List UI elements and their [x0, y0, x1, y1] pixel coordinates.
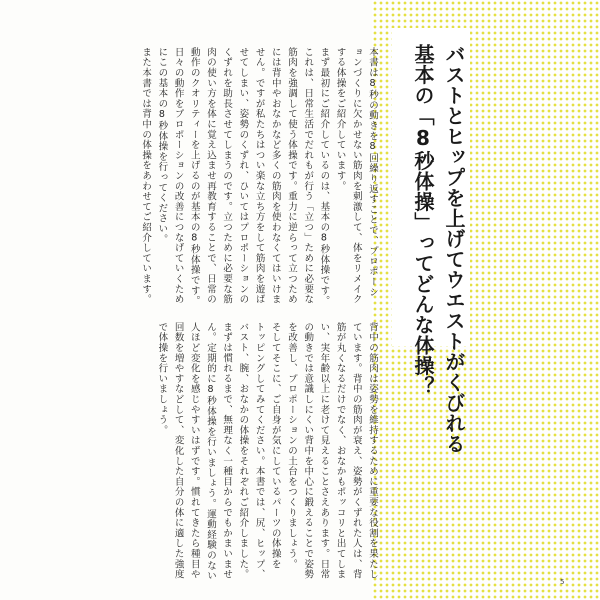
text-line: 人ほど変化を感じやすいはずです。慣れてきたら種目や	[188, 322, 200, 580]
text-line: で体操を行いましょう。	[156, 322, 168, 436]
text-line: 肉の使い方を体に覚え込ませ再教育することで、日常の	[204, 47, 216, 305]
text-line: せん。ですが私たちはつい楽な立ち方をして筋肉を遊ば	[253, 47, 265, 305]
text-line: には背中やおなかなど多くの筋肉を使わなくてはいけま	[269, 47, 281, 305]
text-line: の動きでは意識しにくい背中を中心に鍛えることで姿勢	[302, 322, 314, 580]
text-line: する体操をご紹介しています。	[334, 47, 346, 192]
page-number: 5	[560, 578, 565, 586]
text-line: まずは慣れるまで、無理なく一種目からでもかまいませ	[221, 322, 233, 580]
text-line: ています。背中の筋肉が衰え、姿勢がくずれた人は、背	[350, 322, 362, 580]
text-line: ョンづくりに欠かせない筋肉を刺激して、体をリメイク	[350, 47, 362, 305]
text-line: 筋が丸くなるだけでなく、おなかもポッコリと出てしま	[334, 322, 346, 580]
title-line-1: バストとヒップを上げてウエストがくびれる	[442, 44, 466, 454]
text-line: まず最初にご紹介しているのは、基本の8秒体操です。	[318, 47, 330, 306]
text-line: 筋肉を強調して使う体操です。重力に逆らって立つため	[285, 47, 297, 305]
text-line: トッピングしてみてください。本書では、尻、ヒップ、	[253, 322, 265, 580]
text-line: を改善し、プロポーションの土台をつくりましょう。	[285, 322, 297, 570]
text-line: そしてそこに、ご自身が気にしているパーツの体操を	[269, 322, 281, 570]
text-line: 本書は8秒の動きを8回繰り返すことで、プロポーシ	[367, 47, 378, 298]
text-line: バスト、腕、おなかの体操をそれぞれご紹介しました。	[237, 322, 249, 580]
text-line: 動作のクオリティーを上げるのが基本の8秒体操です。	[188, 47, 200, 306]
text-line: 背中の筋肉は姿勢を維持するために重要な役割を果たし	[367, 322, 378, 580]
text-line: せてしまい、姿勢のくずれ、ひいてはプロポーションの	[237, 47, 249, 305]
text-line: 日々の動作をプロポーションの改善につなげていくため	[172, 47, 184, 305]
text-line: ん。定期的に8秒体操を行いましょう。運動経験のない	[204, 322, 216, 581]
title-line-2: 基本の「8秒体操」ってどんな体操？	[411, 44, 435, 397]
text-line: これは、日常生活でだれもが行う「立つ」ために必要な	[302, 47, 314, 305]
text-line: い、実年齢以上に老けて見えることさえあります。日常	[318, 322, 330, 580]
text-line: 回数を増やすなどして、変化した自分の体に適した強度	[172, 322, 184, 580]
body-text-bottom	[141, 322, 380, 581]
text-line: また本書では背中の体操をあわせてご紹介しています。	[140, 47, 152, 305]
text-line: にこの基本の8秒体操を行ってください。	[156, 47, 168, 245]
body-text-top	[117, 47, 380, 306]
page-title	[399, 44, 469, 454]
text-line: くずれを助長させてしまうのです。立つために必要な筋	[221, 47, 233, 305]
